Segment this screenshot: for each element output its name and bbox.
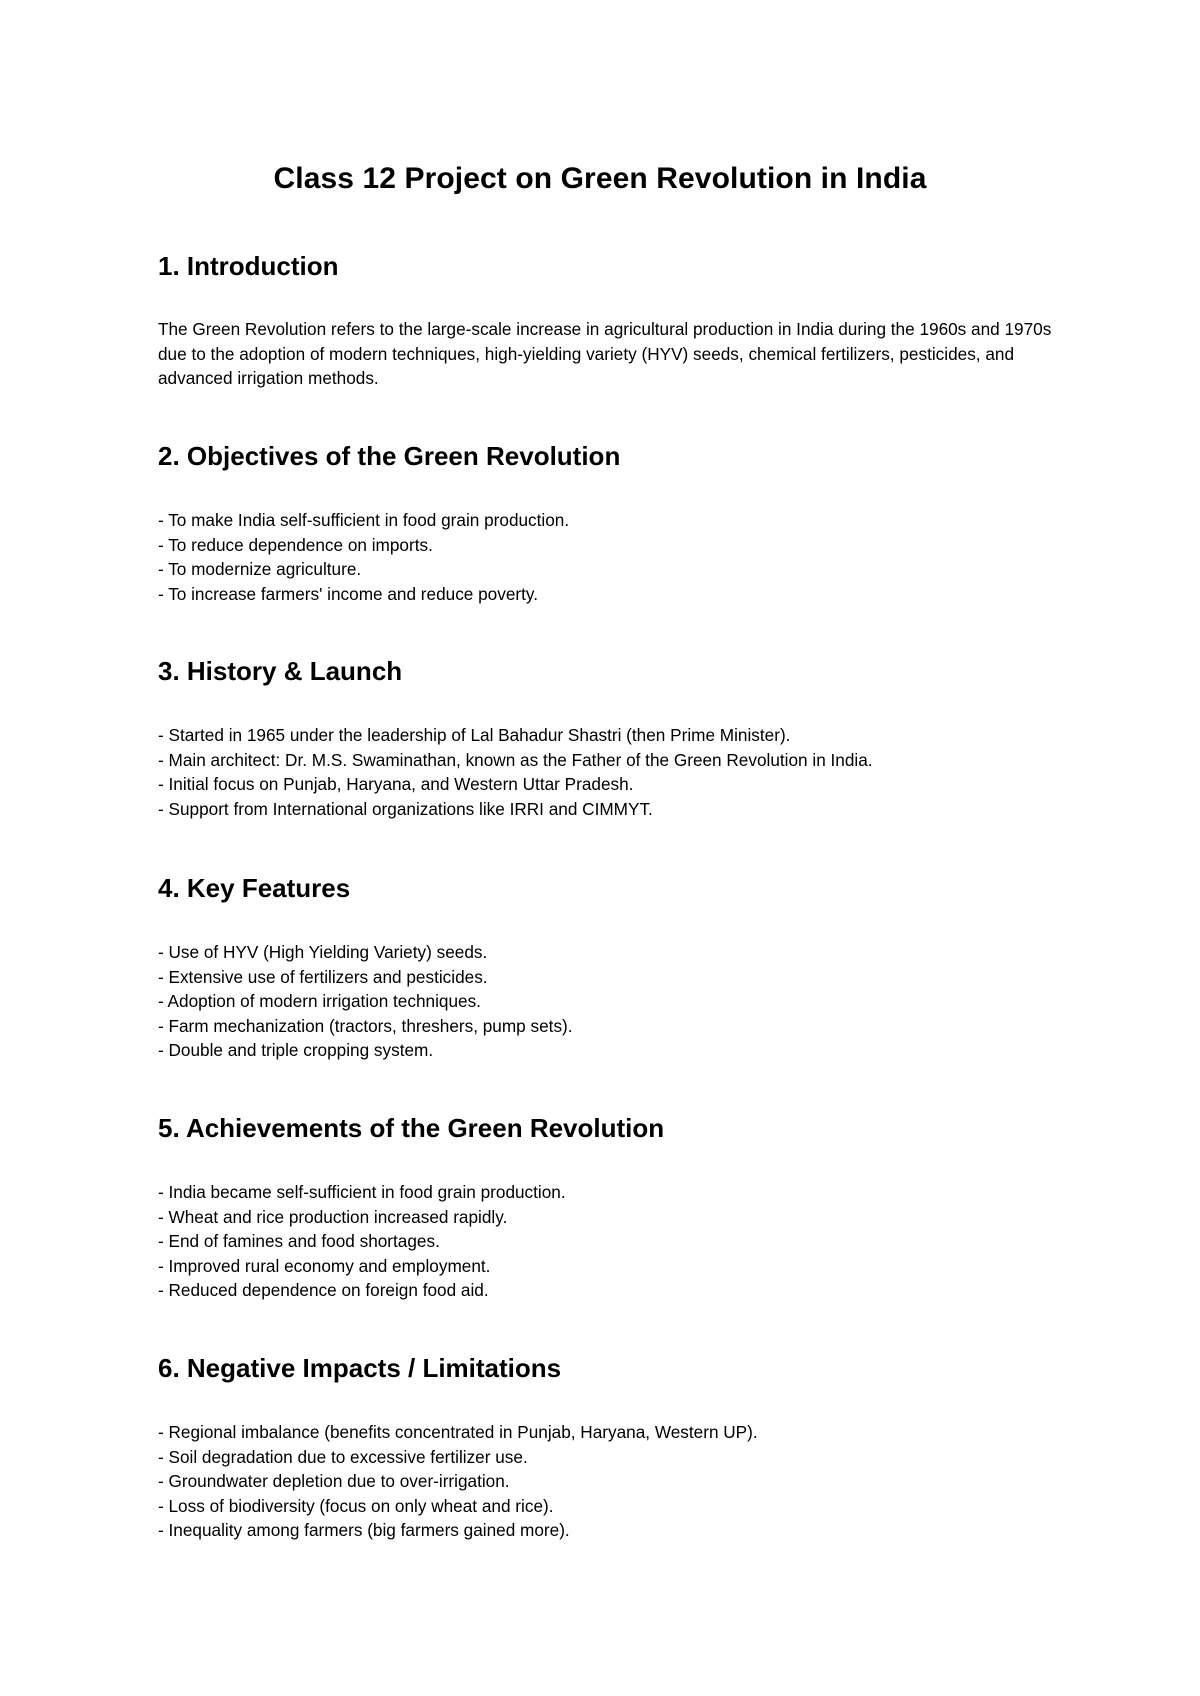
objectives-list bbox=[158, 508, 1118, 606]
list-item: - Double and triple cropping system. bbox=[158, 1040, 434, 1060]
list-item: - Main architect: Dr. M.S. Swaminathan, known as the Father of the Green Revolution in India. bbox=[158, 749, 873, 770]
list-item: - Improved rural economy and employment. bbox=[158, 1255, 491, 1276]
list-item: - Wheat and rice production increased rapidly. bbox=[158, 1206, 508, 1227]
section-heading-introduction: 1. Introduction bbox=[158, 251, 339, 281]
list-item: - Soil degradation due to excessive fertilizer use. bbox=[158, 1446, 528, 1467]
negative-impacts-list bbox=[158, 1420, 1118, 1543]
list-item: - Inequality among farmers (big farmers gained more). bbox=[158, 1520, 570, 1540]
list-item: - To reduce dependence on imports. bbox=[158, 534, 433, 555]
list-item: - To increase farmers' income and reduce poverty. bbox=[158, 583, 538, 604]
key-features-list bbox=[158, 940, 1118, 1063]
list-item: - Reduced dependence on foreign food aid. bbox=[158, 1280, 489, 1300]
list-item: - Farm mechanization (tractors, threshers, pump sets). bbox=[158, 1015, 573, 1036]
document-title: Class 12 Project on Green Revolution in India bbox=[273, 162, 927, 195]
list-item: - To make India self-sufficient in food grain production. bbox=[158, 510, 570, 530]
history-list bbox=[158, 723, 1118, 821]
list-item: - To modernize agriculture. bbox=[158, 559, 362, 579]
list-item: - Initial focus on Punjab, Haryana, and Western Uttar Pradesh. bbox=[158, 774, 634, 794]
section-heading-negative-impacts: 6. Negative Impacts / Limitations bbox=[158, 1353, 562, 1383]
list-item: - End of famines and food shortages. bbox=[158, 1231, 440, 1251]
introduction-paragraph: The Green Revolution refers to the large-scale increase in agricultural production in India during the 1960s and 1970s due to the adoption of modern techniques, high-yielding variety (HYV) seeds, chemical fertilizers, pesticides, and advanced irrigation methods. bbox=[158, 319, 1052, 388]
list-item: - Support from International organizations like IRRI and CIMMYT. bbox=[158, 798, 653, 819]
list-item: - Use of HYV (High Yielding Variety) seeds. bbox=[158, 942, 488, 962]
list-item: - Started in 1965 under the leadership of Lal Bahadur Shastri (then Prime Minister). bbox=[158, 725, 791, 745]
section-heading-achievements: 5. Achievements of the Green Revolution bbox=[158, 1113, 665, 1143]
section-heading-history: 3. History & Launch bbox=[158, 656, 403, 686]
section-heading-objectives: 2. Objectives of the Green Revolution bbox=[158, 441, 621, 471]
list-item: - Regional imbalance (benefits concentrated in Punjab, Haryana, Western UP). bbox=[158, 1422, 758, 1442]
list-item: - Extensive use of fertilizers and pesticides. bbox=[158, 966, 488, 987]
achievements-list bbox=[158, 1180, 1118, 1303]
list-item: - Groundwater depletion due to over-irrigation. bbox=[158, 1471, 510, 1491]
section-heading-key-features: 4. Key Features bbox=[158, 873, 351, 903]
list-item: - Loss of biodiversity (focus on only wheat and rice). bbox=[158, 1495, 554, 1516]
list-item: - India became self-sufficient in food grain production. bbox=[158, 1182, 566, 1202]
list-item: - Adoption of modern irrigation techniques. bbox=[158, 991, 481, 1011]
